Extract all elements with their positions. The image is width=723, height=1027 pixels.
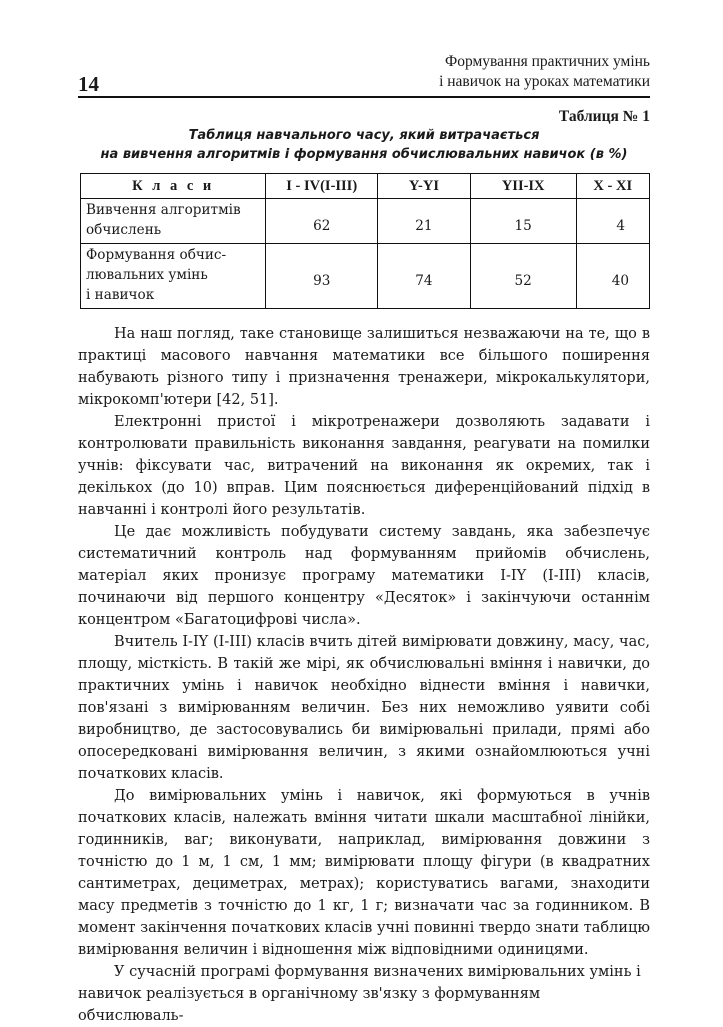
column-header: X - XI [576, 174, 649, 199]
table-cell: 40 [576, 244, 649, 309]
table-row [81, 244, 650, 309]
row-label-line: обчислень [86, 222, 162, 238]
table-header-row [81, 174, 650, 199]
paragraph: До вимірювальних умінь і навичок, які формуються в учнів початкових класів, належать вміння читати шкали масштабної лінійки, годинників, ваг; виконувати, наприклад, вимірювання довжини з точністю до 1 м, 1 см, 1 мм; вимірювати площу фігури (в квадратних сантиметрах, дециметрах, метрах); користуватись вагами, знаходити масу предметів з точністю до 1 кг, 1 г; визначати час за годинником. В момент закінчення початкових класів учні повинні твердо знати таблицю вимірювання величин і відношення між відповідними одиницями. [78, 788, 650, 958]
row-label [81, 244, 266, 309]
column-header: К л а с и [81, 174, 266, 199]
table-caption [78, 126, 650, 164]
table-cell: 21 [378, 199, 471, 244]
running-title [439, 52, 650, 92]
paragraph: Це дає можливість побудувати систему завдань, яка забезпечує систематичний контроль над формуванням прийомів обчислень, матеріал яких пронизує програму математики I-IY (I-III) класів, починаючи від першого концентру «Десяток» і закінчуючи останнім концентром «Багатоцифрові числа». [78, 524, 650, 628]
column-header: YII-IX [470, 174, 576, 199]
table-caption-line: Таблиця навчального часу, який витрачається [188, 128, 540, 143]
row-label-line: Вивчення алгоритмів [86, 202, 241, 218]
table-cell: 93 [266, 244, 378, 309]
column-header: Y-YI [378, 174, 471, 199]
table-cell: 4 [576, 199, 649, 244]
table-row [81, 199, 650, 244]
table-cell: 15 [470, 199, 576, 244]
row-label-line: Формування обчис- [86, 247, 227, 263]
row-label [81, 199, 266, 244]
row-label-line: лювальних умінь [86, 267, 208, 283]
table-cell: 52 [470, 244, 576, 309]
body-text [78, 323, 650, 1027]
study-time-table [80, 173, 650, 309]
column-header: I - IV(I-III) [266, 174, 378, 199]
paragraph: На наш погляд, таке становище залишиться незважаючи на те, що в практиці масового навчання математики все більшого поширення набувають різного типу і призначення тренажери, мікрокалькулятори, мікрокомп'ютери [42, 51]. [78, 326, 650, 408]
running-title-line: і навичок на уроках математики [439, 73, 650, 90]
running-title-line: Формування практичних умінь [444, 53, 650, 70]
page-header [78, 52, 650, 96]
paragraph: Електронні пристої і мікротренажери дозволяють задавати і контролювати правильність виконання завдання, реагувати на помилки учнів: фіксувати час, витрачений на виконання як окремих, так і декількох (до 10) вправ. Цим пояснюється диференційований підхід в навчанні і контролі його результатів. [78, 414, 650, 518]
table-caption-line: на вивчення алгоритмів і формування обчислювальних навичок (в %) [100, 147, 628, 162]
paragraph: Вчитель I-IY (I-III) класів вчить дітей вимірювати довжину, масу, час, площу, місткість. В такій же мірі, як обчислювальні вміння і навички, до практичних умінь і навичок необхідно віднести вміння і навички, пов'язані з вимірюванням величин. Без них неможливо уявити собі виробництво, де застосовувались би вимірювальні прилади, прямі або опосередковані вимірювання величин, з якими ознайомлюються учні початкових класів. [78, 634, 650, 782]
header-divider [78, 96, 650, 98]
page-number: 14 [78, 72, 99, 96]
table-cell: 74 [378, 244, 471, 309]
paragraph: У сучасній програмі формування визначених вимірювальних умінь і навичок реалізується в органічному зв'язку з формуванням обчислюваль- [78, 964, 641, 1024]
table-number: Таблиця № 1 [558, 108, 650, 125]
table-cell: 62 [266, 199, 378, 244]
row-label-line: і навичок [86, 287, 155, 303]
